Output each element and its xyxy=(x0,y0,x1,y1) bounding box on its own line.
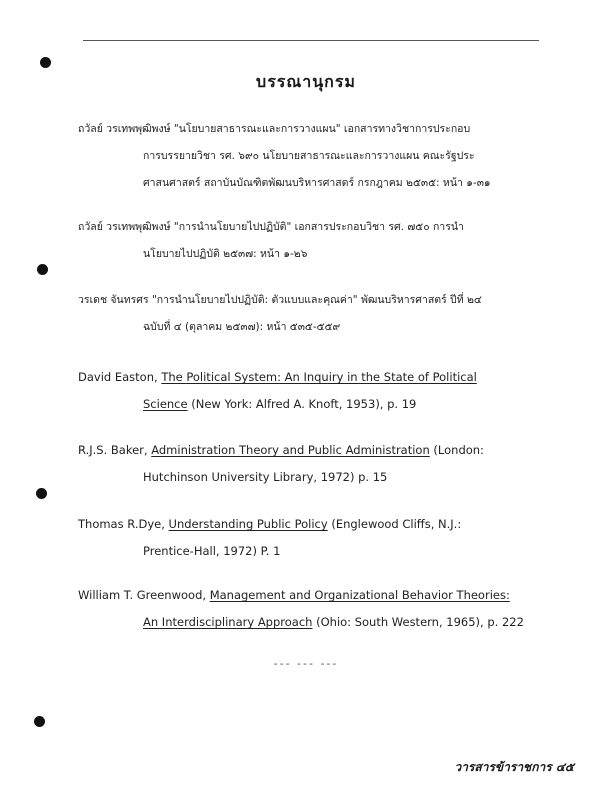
entry-title: The Political System: An Inquiry in the State of Political xyxy=(161,370,477,384)
entry-author: William T. Greenwood, xyxy=(78,588,207,602)
entry-line: ศาสนศาสตร์ สถาบันบัณฑิตพัฒนบริหารศาสตร์ กรกฎาคม ๒๕๓๕: หน้า ๑-๓๑ xyxy=(143,177,491,189)
entry-title: Science xyxy=(143,397,188,411)
entry-title: Understanding Public Policy xyxy=(168,517,328,531)
end-separator: --- --- --- xyxy=(273,657,339,670)
binder-hole-2 xyxy=(37,264,48,275)
page-title: บรรณานุกรม xyxy=(256,72,356,91)
reference-entry-4 xyxy=(78,364,540,418)
reference-entry-1 xyxy=(78,116,540,197)
entry-line: นโยบายไปปฏิบัติ ๒๕๓๗: หน้า ๑-๒๖ xyxy=(143,248,308,260)
entry-publisher: (Englewood Cliffs, N.J.: xyxy=(331,517,462,531)
entry-publisher: (London: xyxy=(433,443,484,457)
entry-publisher: Prentice-Hall, 1972) P. 1 xyxy=(143,544,281,558)
footer-journal: วารสารข้าราชการ ๔๕ xyxy=(454,760,574,774)
entry-line: วรเดช จันทรศร "การนำนโยบายไปปฏิบัติ: ตัวแบบและคุณค่า" พัฒนบริหารศาสตร์ ปีที่ ๒๔ xyxy=(78,294,482,306)
entry-publisher: Hutchinson University Library, 1972) p. 15 xyxy=(143,470,388,484)
entry-line: การบรรยายวิชา รศ. ๖๙๐ นโยบายสาธารณะและการวางแผน คณะรัฐประ xyxy=(143,150,475,162)
entry-line: ถวัลย์ วรเทพพุฒิพงษ์ "นโยบายสาธารณะและการวางแผน" เอกสารทางวิชาการประกอบ xyxy=(78,123,471,135)
top-rule xyxy=(83,40,539,41)
binder-hole-4 xyxy=(34,716,45,727)
entry-author: David Easton, xyxy=(78,370,158,384)
reference-entry-2 xyxy=(78,214,540,268)
reference-entry-3 xyxy=(78,287,540,341)
entry-author: Thomas R.Dye, xyxy=(78,517,165,531)
entry-title: Management and Organizational Behavior Theories: xyxy=(209,588,510,602)
entry-publisher: (New York: Alfred A. Knoft, 1953), p. 19 xyxy=(191,397,417,411)
reference-entry-7 xyxy=(78,582,540,636)
reference-entry-6 xyxy=(78,511,540,565)
entry-publisher: (Ohio: South Western, 1965), p. 222 xyxy=(316,615,524,629)
entry-line: ฉบับที่ ๔ (ตุลาคม ๒๕๓๗): หน้า ๕๓๕-๕๕๙ xyxy=(143,321,341,333)
binder-hole-3 xyxy=(36,488,47,499)
binder-hole-1 xyxy=(40,57,51,68)
entry-title: Administration Theory and Public Administration xyxy=(151,443,430,457)
entry-line: ถวัลย์ วรเทพพุฒิพงษ์ "การนำนโยบายไปปฏิบัติ" เอกสารประกอบวิชา รศ. ๗๕๐ การนำ xyxy=(78,221,464,233)
entry-title: An Interdisciplinary Approach xyxy=(143,615,313,629)
entry-author: R.J.S. Baker, xyxy=(78,443,148,457)
reference-entry-5 xyxy=(78,437,540,491)
